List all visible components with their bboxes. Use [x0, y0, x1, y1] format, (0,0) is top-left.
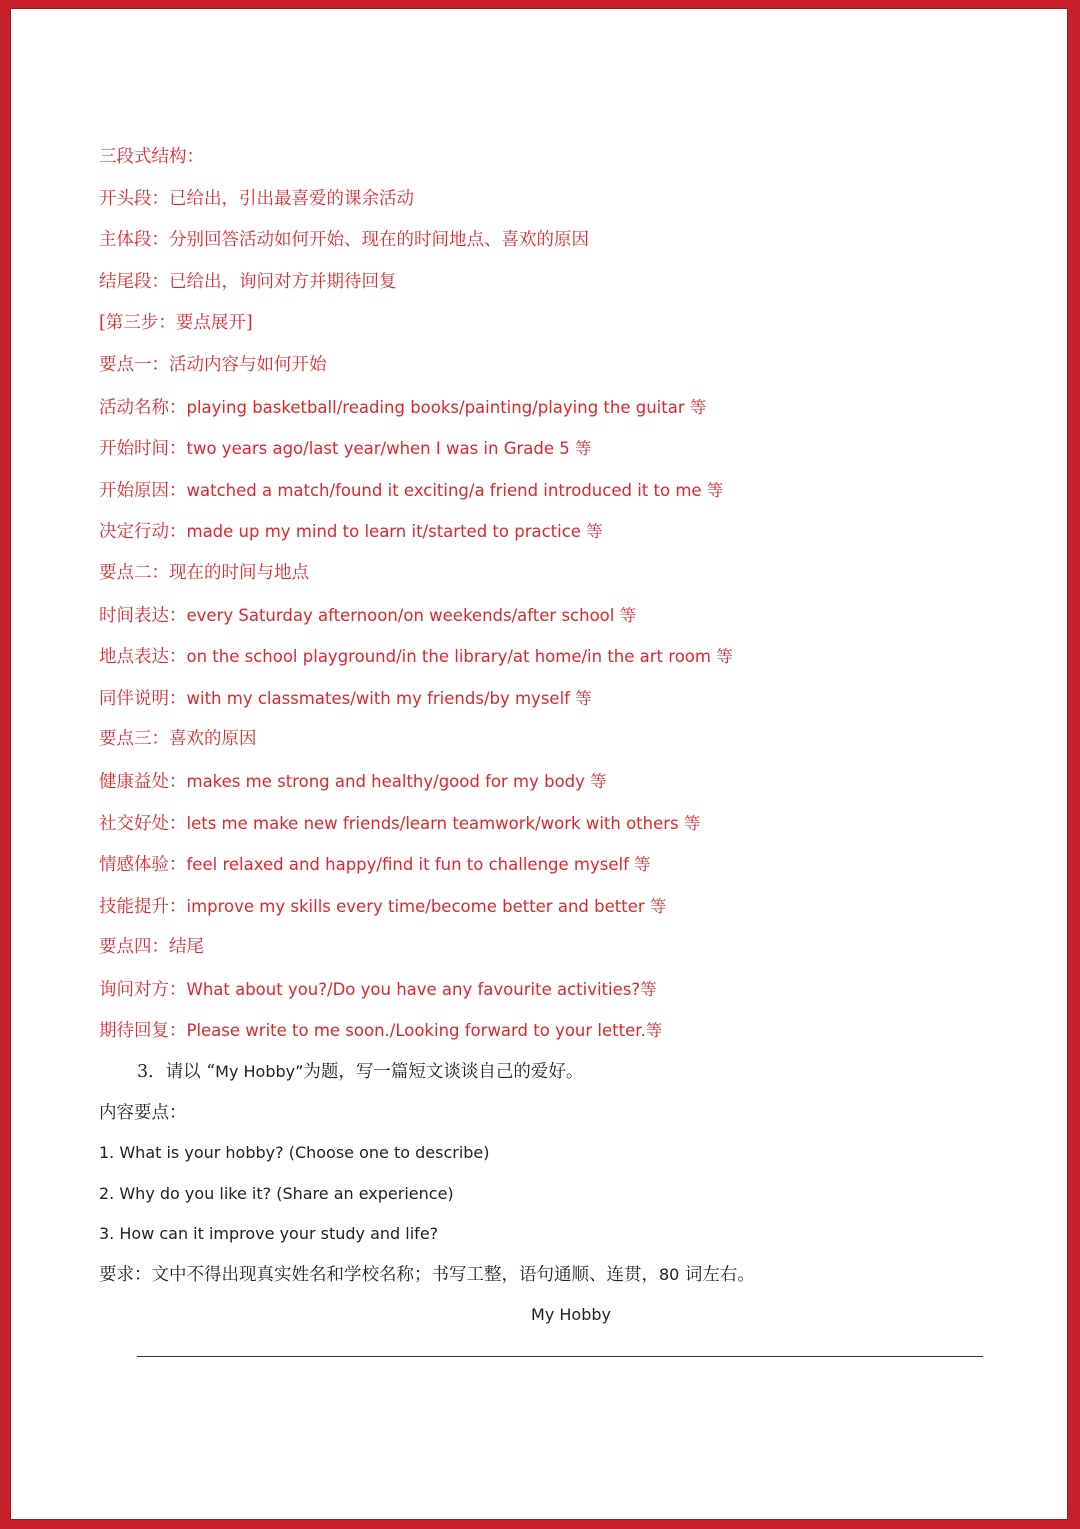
phrase-label: 期待回复：	[99, 1021, 187, 1042]
phrase-label: 情感体验：	[99, 855, 187, 876]
phrase-text: Please write to me soon./Looking forward to your letter.等	[186, 1021, 663, 1041]
content-point	[99, 1214, 1019, 1255]
phrase-label: 健康益处：	[99, 771, 187, 792]
step-label: [第三步：要点展开]	[99, 313, 253, 334]
phrase-text: every Saturday afternoon/on weekends/after school 等	[186, 605, 637, 625]
phrase-text: lets me make new friends/learn teamwork/work with others 等	[186, 813, 701, 833]
answer-line	[137, 1356, 983, 1357]
phrase-label: 开始时间：	[99, 439, 187, 460]
phrase-line	[99, 595, 1019, 637]
phrase-text: improve my skills every time/become better and better 等	[186, 896, 667, 916]
req-part: 要求：文中不得出现真实姓名和学校名称；书写工整，语句通顺、连贯，	[99, 1264, 659, 1285]
content-point	[99, 1174, 1019, 1215]
worksheet-page	[10, 8, 1068, 1520]
req-count: 80	[659, 1264, 680, 1284]
structure-label: 开头段：已给出，引出最喜爱的课余活动	[99, 188, 414, 209]
phrase-line	[99, 803, 1019, 845]
phrase-label: 活动名称：	[99, 397, 187, 418]
point-heading	[99, 719, 1019, 761]
points-label	[99, 1093, 1019, 1134]
prompt-part: 3．请以 “	[137, 1062, 216, 1083]
point-label: 要点二：现在的时间与地点	[99, 562, 309, 583]
phrase-line	[99, 678, 1019, 720]
phrase-text: feel relaxed and happy/find it fun to challenge myself 等	[186, 855, 651, 875]
structure-label: 三段式结构：	[99, 147, 204, 167]
point-heading	[99, 553, 1019, 595]
phrase-text: made up my mind to learn it/started to practice 等	[186, 522, 603, 542]
point-label: 要点四：结尾	[99, 937, 204, 958]
content-point	[99, 1133, 1019, 1174]
point-heading	[99, 927, 1019, 969]
question-prompt	[99, 1052, 1019, 1093]
phrase-line	[99, 387, 1019, 429]
point-label: 要点一：活动内容与如何开始	[99, 354, 327, 375]
requirements	[99, 1255, 1019, 1296]
phrase-label: 技能提升：	[99, 896, 187, 917]
phrase-line	[99, 636, 1019, 678]
content-point-text: 2. Why do you like it? (Share an experience)	[99, 1183, 454, 1203]
essay-title-text: My Hobby	[531, 1305, 611, 1325]
phrase-text: watched a match/found it exciting/a friend introduced it to me 等	[186, 480, 724, 500]
phrase-line	[99, 969, 1019, 1011]
phrase-label: 时间表达：	[99, 605, 187, 626]
phrase-text: on the school playground/in the library/at home/in the art room 等	[186, 647, 733, 667]
structure-label: 主体段：分别回答活动如何开始、现在的时间地点、喜欢的原因	[99, 230, 589, 251]
phrase-text: playing basketball/reading books/painting/playing the guitar 等	[186, 397, 707, 417]
step-heading	[99, 303, 1019, 345]
phrase-line	[99, 886, 1019, 928]
points-label-text: 内容要点：	[99, 1102, 187, 1123]
phrase-text: two years ago/last year/when I was in Grade 5 等	[186, 439, 592, 459]
structure-line	[99, 179, 1019, 221]
prompt-title: My Hobby”	[215, 1062, 304, 1082]
phrase-text: What about you?/Do you have any favourite activities?等	[186, 979, 657, 999]
phrase-label: 决定行动：	[99, 522, 187, 543]
page-content	[99, 137, 1019, 1336]
phrase-text: makes me strong and healthy/good for my body 等	[186, 771, 607, 791]
essay-title	[99, 1295, 1043, 1336]
content-point-text: 3. How can it improve your study and life?	[99, 1224, 439, 1244]
phrase-label: 社交好处：	[99, 813, 187, 834]
phrase-line	[99, 844, 1019, 886]
point-heading	[99, 345, 1019, 387]
prompt-part: 为题，写一篇短文谈谈自己的爱好。	[303, 1062, 584, 1083]
phrase-line	[99, 1010, 1019, 1052]
req-part: 词左右。	[679, 1264, 755, 1285]
phrase-label: 地点表达：	[99, 647, 187, 668]
structure-line	[99, 137, 1019, 179]
point-label: 要点三：喜欢的原因	[99, 729, 257, 750]
phrase-line	[99, 470, 1019, 512]
phrase-label: 开始原因：	[99, 480, 187, 501]
structure-label: 结尾段：已给出，询问对方并期待回复	[99, 271, 397, 292]
phrase-line	[99, 511, 1019, 553]
phrase-label: 询问对方：	[99, 979, 187, 1000]
phrase-label: 同伴说明：	[99, 688, 187, 709]
phrase-line	[99, 428, 1019, 470]
content-point-text: 1. What is your hobby? (Choose one to describe)	[99, 1143, 490, 1163]
structure-line	[99, 262, 1019, 304]
phrase-line	[99, 761, 1019, 803]
phrase-text: with my classmates/with my friends/by myself 等	[186, 688, 592, 708]
structure-line	[99, 220, 1019, 262]
